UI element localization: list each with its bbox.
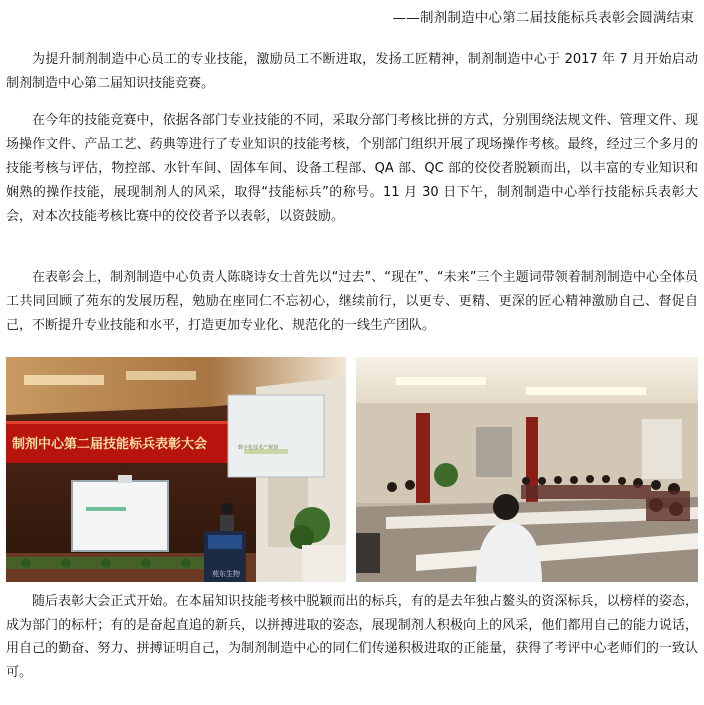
podium-text: 苑东生物 xyxy=(212,570,240,578)
article-title: ——制剂制造中心第二届技能标兵表彰会圆满结束 xyxy=(392,10,694,26)
photo-audience xyxy=(356,357,698,582)
banner-text: 制剂中心第二届技能标兵表彰大会 xyxy=(12,437,208,452)
paragraph-speech: 在表彰会上，制剂制造中心负责人陈晓诗女士首先以“过去”、“现在”、“未来”三个主题词带领着制剂制造中心全体员工共同回顾了苑东的发展历程，勉励在座同仁不忘初心，继续前行，以更专、更精、更深的匠心精神激励自己、督促自己，不断提升专业技能和水平，打造更加专业化、规范化的一线生产团队。 xyxy=(6,270,698,333)
screen-text: 数字化技术产规划 xyxy=(238,445,279,451)
paragraph-ceremony: 随后表彰大会正式开始。在本届知识技能考核中脱颖而出的标兵，有的是去年独占鳌头的资深标兵，以榜样的姿态，成为部门的标杆；有的是奋起直追的新兵，以拼搏进取的姿态，展现制剂人积极向上的风采，他们都用自己的能力说话，用自己的勤奋、努力、拼搏证明自己，为制剂制造中心的同仁们传递积极进取的正能量，获得了考评中心老师们的一致认可。 xyxy=(6,594,698,680)
photo-award-stage xyxy=(6,357,346,582)
paragraph-intro: 为提升制剂制造中心员工的专业技能，激励员工不断进取，发扬工匠精神，制剂制造中心于 2017 年 7 月开始启动制剂制造中心第二届知识技能竞赛。 xyxy=(6,52,698,91)
paragraph-competition: 在今年的技能竞赛中，依据各部门专业技能的不同，采取分部门考核比拼的方式，分别围绕法规文件、管理文件、现场操作文件、产品工艺、药典等进行了专业知识的技能考核，个别部门组织开展了现场操作考核。最终，经过三个多月的技能考核与评估，物控部、水针车间、固体车间、设备工程部、QA 部、QC 部的佼佼者脱颖而出，以丰富的专业知识和娴熟的操作技能，展现制剂人的风采，取得“技能标兵”的称号。11 月 30 日下午，制剂制造中心举行技能标兵表彰大会，对本次技能考核比赛中的佼佼者予以表彰，以资鼓励。 xyxy=(6,113,698,224)
